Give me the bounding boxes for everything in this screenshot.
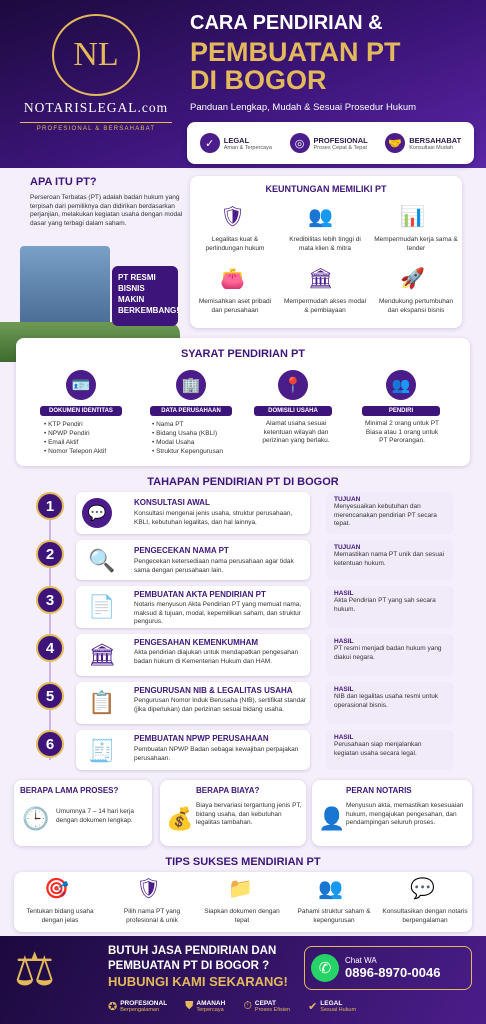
shield-icon: 🛡 — [220, 206, 246, 228]
step-number: 5 — [36, 682, 64, 710]
req-domicile-text: Alamat usaha sesuai ketentuan wilayah dan perizinan yang berlaku. — [262, 420, 330, 444]
whatsapp-icon: ✆ — [311, 954, 339, 982]
footer-features — [108, 1000, 356, 1013]
money-bag-icon: 💰 — [166, 806, 194, 831]
id-card-icon: 🪪 — [66, 370, 96, 400]
shield-check-icon: ✔ — [308, 1001, 318, 1013]
req-label-founder: PENDIRI — [362, 406, 440, 416]
step-card: 📄 PEMBUATAN AKTA PENDIRIAN PT Notaris menyusun Akta Pendirian PT yang memuat nama, maksud & tujuan, modal, kepemilikan saham, dan struktur pengurus. — [76, 586, 310, 628]
benefit-item: Mempermudah kerja sama & tender — [374, 236, 458, 252]
header-banner — [0, 0, 486, 168]
people-icon: 👥 — [308, 206, 333, 228]
clock-icon: 🕒 — [22, 806, 50, 831]
step-card: 🧾 PEMBUATAN NPWP PERUSAHAAN Pembuatan NPWP Badan sebagai kewajiban perpajakan perusahaan. — [76, 730, 310, 770]
wa-label: Chat WA — [345, 956, 377, 965]
rocket-icon: 🚀 — [400, 268, 425, 290]
chat-bubble-icon: 💬 — [82, 498, 112, 528]
benefit-item: Memisahkan aset pribadi dan perusahaan — [198, 298, 272, 314]
feature-profesional: ✪ PROFESIONAL Berpengalaman — [108, 1000, 168, 1013]
scales-of-justice-icon: ⚖ — [14, 943, 56, 995]
tips-card — [14, 872, 472, 932]
req-label-identity: DOKUMEN IDENTITAS — [40, 406, 122, 416]
group-icon: 👥 — [386, 370, 416, 400]
logo-initials: NL — [73, 36, 119, 73]
brand-name: NOTARISLEGAL.com — [23, 100, 169, 115]
requirements-card — [16, 338, 470, 466]
footer-cta — [0, 936, 486, 1024]
step-goal: HASIL NIB dan legalitas usaha resmi untuk operasional bisnis. — [326, 682, 454, 724]
benefit-item: Mendukung pertumbuhan dan ekspansi bisnis — [378, 298, 454, 314]
tax-form-icon: 🧾 — [88, 738, 116, 763]
info-duration: BERAPA LAMA PROSES? 🕒 Umumnya 7 – 14 hari kerja dengan dokumen lengkap. — [14, 780, 152, 846]
benefit-item: Kredibilitas lebih tinggi di mata klien & mitra — [289, 236, 361, 252]
feature-amanah: ⛊ AMANAH Terpercaya — [185, 1000, 226, 1013]
building-icon: 🏢 — [176, 370, 206, 400]
consult-chat-icon: 💬 — [410, 878, 435, 900]
trust-badges — [187, 122, 474, 164]
info-notary-role: PERAN NOTARIS 👤 Menyusun akta, memastikan kesesuaian hukum, mengajukan pengesahan, dan pendampingan seluruh proses. — [312, 780, 472, 846]
shield-check-icon: 🛡 — [136, 878, 162, 900]
step-number: 1 — [36, 492, 64, 520]
title-line-1: CARA PENDIRIAN & — [190, 12, 383, 34]
step-goal: TUJUAN Menyesuaikan kebutuhan dan merencanakan pendirian PT secara tepat. — [326, 492, 454, 534]
benefits-title: KEUNTUNGAN MEMILIKI PT — [265, 184, 387, 194]
feature-legal: ✔ LEGAL Sesuai Hukum — [308, 1000, 357, 1013]
handshake-icon: 🤝 — [385, 133, 405, 153]
tip-item: Konsultasikan dengan notaris berpengalaman — [382, 908, 468, 924]
tip-item: Tentukan bidang usaha dengan jelas — [26, 908, 94, 924]
step-card: 🔍 PENGECEKAN NAMA PT Pengecekan ketersediaan nama perusahaan agar tidak sama dengan perusahaan lain. — [76, 540, 310, 580]
step-number: 4 — [36, 634, 64, 662]
benefits-card — [190, 176, 462, 328]
whatsapp-button[interactable] — [304, 946, 472, 990]
step-number: 6 — [36, 730, 64, 758]
step-number: 2 — [36, 540, 64, 568]
step-number: 3 — [36, 586, 64, 614]
step-card: 💬 KONSULTASI AWAL Konsultasi mengenai jenis usaha, struktur perusahaan, KBLI, kebutuhan legalitas, dan hal lainnya. — [76, 492, 310, 534]
step-card: 🏛 PENGESAHAN KEMENKUMHAM Akta pendirian diajukan untuk mendapatkan pengesahan badan hukum di Kementerian Hukum dan HAM. — [76, 634, 310, 676]
team-icon: 👥 — [318, 878, 343, 900]
notary-person-icon: 👤 — [318, 806, 346, 831]
stopwatch-icon: ⏱ — [243, 1000, 252, 1012]
about-text: Perseroan Terbatas (PT) adalah badan hukum yang terpisah dari pemiliknya dan didirikan berdasarkan perjanjian, melakukan kegiatan usaha dengan modal dasar yang terbagi dalam saham. — [30, 194, 183, 227]
subtitle: Panduan Lengkap, Mudah & Sesuai Prosedur Hukum — [190, 102, 417, 113]
step-goal: HASIL Akta Pendirian PT yang sah secara hukum. — [326, 586, 454, 628]
magnifier-icon: 🔍 — [88, 548, 116, 573]
req-label-domicile: DOMISILI USAHA — [254, 406, 332, 416]
wallet-icon: 👛 — [220, 268, 245, 290]
steps-title: TAHAPAN PENDIRIAN PT DI BOGOR — [147, 476, 339, 488]
step-card: 📋 PENGURUSAN NIB & LEGALITAS USAHA Pengurusan Nomor Induk Berusaha (NIB), sertifikat standar (jika diperlukan) dan perizinan sesuai bidang usaha. — [76, 682, 310, 724]
info-cost: BERAPA BIAYA? 💰 Biaya bervariasi tergantung jenis PT, bidang usaha, dan kebutuhan legalitas tambahan. — [160, 780, 306, 846]
requirements-title: SYARAT PENDIRIAN PT — [180, 348, 306, 360]
badge-legal: ✓ LEGAL Aman & Terpercaya — [200, 133, 272, 153]
bank-icon: 🏛 — [308, 268, 334, 290]
medal-icon: ✪ — [108, 1001, 118, 1013]
location-pin-icon: 📍 — [278, 370, 308, 400]
callout-box: PT RESMI BISNIS MAKIN BERKEMBANG! — [112, 266, 178, 326]
tip-item: Siapkan dokumen dengan tepat — [204, 908, 280, 924]
target-icon: 🎯 — [44, 878, 69, 900]
benefit-item: Mempermudah akses modal & pembiayaan — [284, 298, 367, 314]
brand-tagline: PROFESIONAL & BERSAHABAT — [20, 122, 172, 132]
document-icon: 📄 — [88, 594, 116, 619]
feature-cepat: ⏱ CEPAT Proses Efisien — [243, 1000, 291, 1013]
req-company-list: • Nama PT • Bidang Usaha (KBLI) • Modal Usaha • Struktur Kepengurusan — [152, 420, 252, 456]
chart-icon: 📊 — [400, 206, 425, 228]
steps-timeline — [49, 500, 51, 760]
tips-title: TIPS SUKSES MENDIRIAN PT — [165, 856, 321, 868]
badge-profesional: ◎ PROFESIONAL Proses Cepat & Tepat — [290, 133, 368, 153]
courthouse-icon: 🏛 — [88, 642, 116, 667]
clipboard-check-icon: 📋 — [88, 690, 116, 715]
target-icon: ◎ — [290, 133, 310, 153]
step-goal: HASIL PT resmi menjadi badan hukum yang diakui negara. — [326, 634, 454, 676]
title-line-2: PEMBUATAN PT DI BOGOR — [190, 37, 401, 95]
tip-item: Pahami struktur saham & kepengurusan — [297, 908, 371, 924]
shield-icon: ⛊ — [185, 1000, 194, 1012]
tip-item: Pilih nama PT yang profesional & unik — [123, 908, 181, 924]
req-label-company: DATA PERUSAHAAN — [150, 406, 232, 416]
about-title: APA ITU PT? — [30, 176, 97, 188]
badge-bersahabat: 🤝 BERSAHABAT Konsultasi Mudah — [385, 133, 461, 153]
step-goal: TUJUAN Memastikan nama PT unik dan sesuai ketentuan hukum. — [326, 540, 454, 580]
logo-emblem — [52, 14, 140, 96]
req-founder-text: Minimal 2 orang untuk PT Biasa atau 1 orang untuk PT Perorangan. — [364, 420, 440, 444]
step-goal: HASIL Perusahaan siap menjalankan kegiatan usaha secara legal. — [326, 730, 454, 770]
folder-icon: 📁 — [228, 878, 253, 900]
wa-number: 0896-8970-0046 — [345, 965, 441, 980]
benefit-item: Legalitas kuat & perlindungan hukum — [205, 236, 265, 252]
cta-text: BUTUH JASA PENDIRIAN DAN PEMBUATAN PT DI BOGOR ? HUBUNGI KAMI SEKARANG! — [108, 945, 288, 989]
req-identity-list: • KTP Pendiri • NPWP Pendiri • Email Aktif • Nomor Telepon Aktif — [44, 420, 144, 456]
shield-check-icon: ✓ — [200, 133, 220, 153]
